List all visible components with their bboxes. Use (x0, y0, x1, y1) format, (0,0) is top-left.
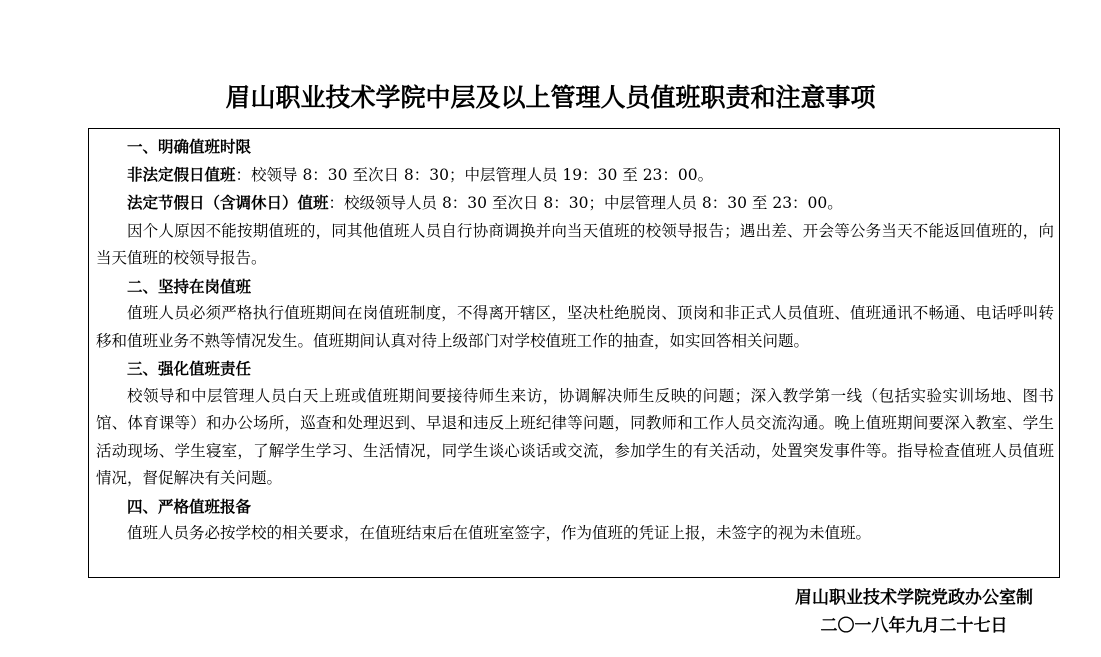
paragraph (96, 383, 1054, 493)
section-heading: 四、严格值班报备 (127, 496, 252, 516)
paragraph-text: 值班人员务必按学校的相关要求，在值班结束后在值班室签字，作为值班的凭证上报，未签字的视为未值班。 (127, 524, 872, 542)
paragraph (96, 520, 1054, 548)
document-title: 眉山职业技术学院中层及以上管理人员值班职责和注意事项 (225, 83, 876, 112)
paragraph-label: 非法定假日值班 (127, 164, 236, 184)
section-heading: 二、坚持在岗值班 (127, 276, 252, 296)
paragraph-text: ：校领导 8：30 至次日 8：30；中层管理人员 19：30 至 23：00。 (235, 165, 714, 184)
document-footer (795, 584, 1033, 640)
paragraph (96, 189, 1054, 218)
paragraph-text: 因个人原因不能按期值班的，同其他值班人员自行协商调换并向当天值班的校领导报告；遇出差、开会等公务当天不能返回值班的，向当天值班的校领导报告。 (96, 221, 1054, 267)
paragraph (96, 218, 1054, 273)
issue-date: 二〇一八年九月二十七日 (820, 616, 1008, 636)
paragraph-text: ：校级领导人员 8：30 至次日 8：30；中层管理人员 8：30 至 23：00。 (328, 194, 843, 212)
issuer-text: 眉山职业技术学院党政办公室制 (795, 588, 1033, 608)
paragraph (96, 300, 1054, 355)
paragraph-label: 法定节假日（含调休日）值班 (127, 193, 329, 212)
paragraph (96, 161, 1054, 190)
document-body (96, 133, 1054, 548)
section-heading: 三、强化值班责任 (127, 359, 252, 378)
section-heading: 一、明确值班时限 (127, 137, 252, 156)
paragraph-text: 校领导和中层管理人员白天上班或值班期间要接待师生来访，协调解决师生反映的问题；深入教学第一线（包括实验实训场地、图书馆、体育课等）和办公场所，巡查和处理迟到、早退和违反上班纪律等问题，同教师和工作人员交流沟通。晚上值班期间要深入教室、学生活动现场、学生寝室，了解学生学习、生活情况，同学生谈心谈话或交流，参加学生的有关活动，处置突发事件等。指导检查值班人员值班情况，督促解决有关问题。 (96, 386, 1054, 487)
paragraph-text: 值班人员必须严格执行值班期间在岗值班制度，不得离开辖区，坚决杜绝脱岗、顶岗和非正式人员值班、值班通讯不畅通、电话呼叫转移和值班业务不熟等情况发生。值班期间认真对待上级部门对学校值班工作的抽查，如实回答相关问题。 (96, 304, 1054, 350)
